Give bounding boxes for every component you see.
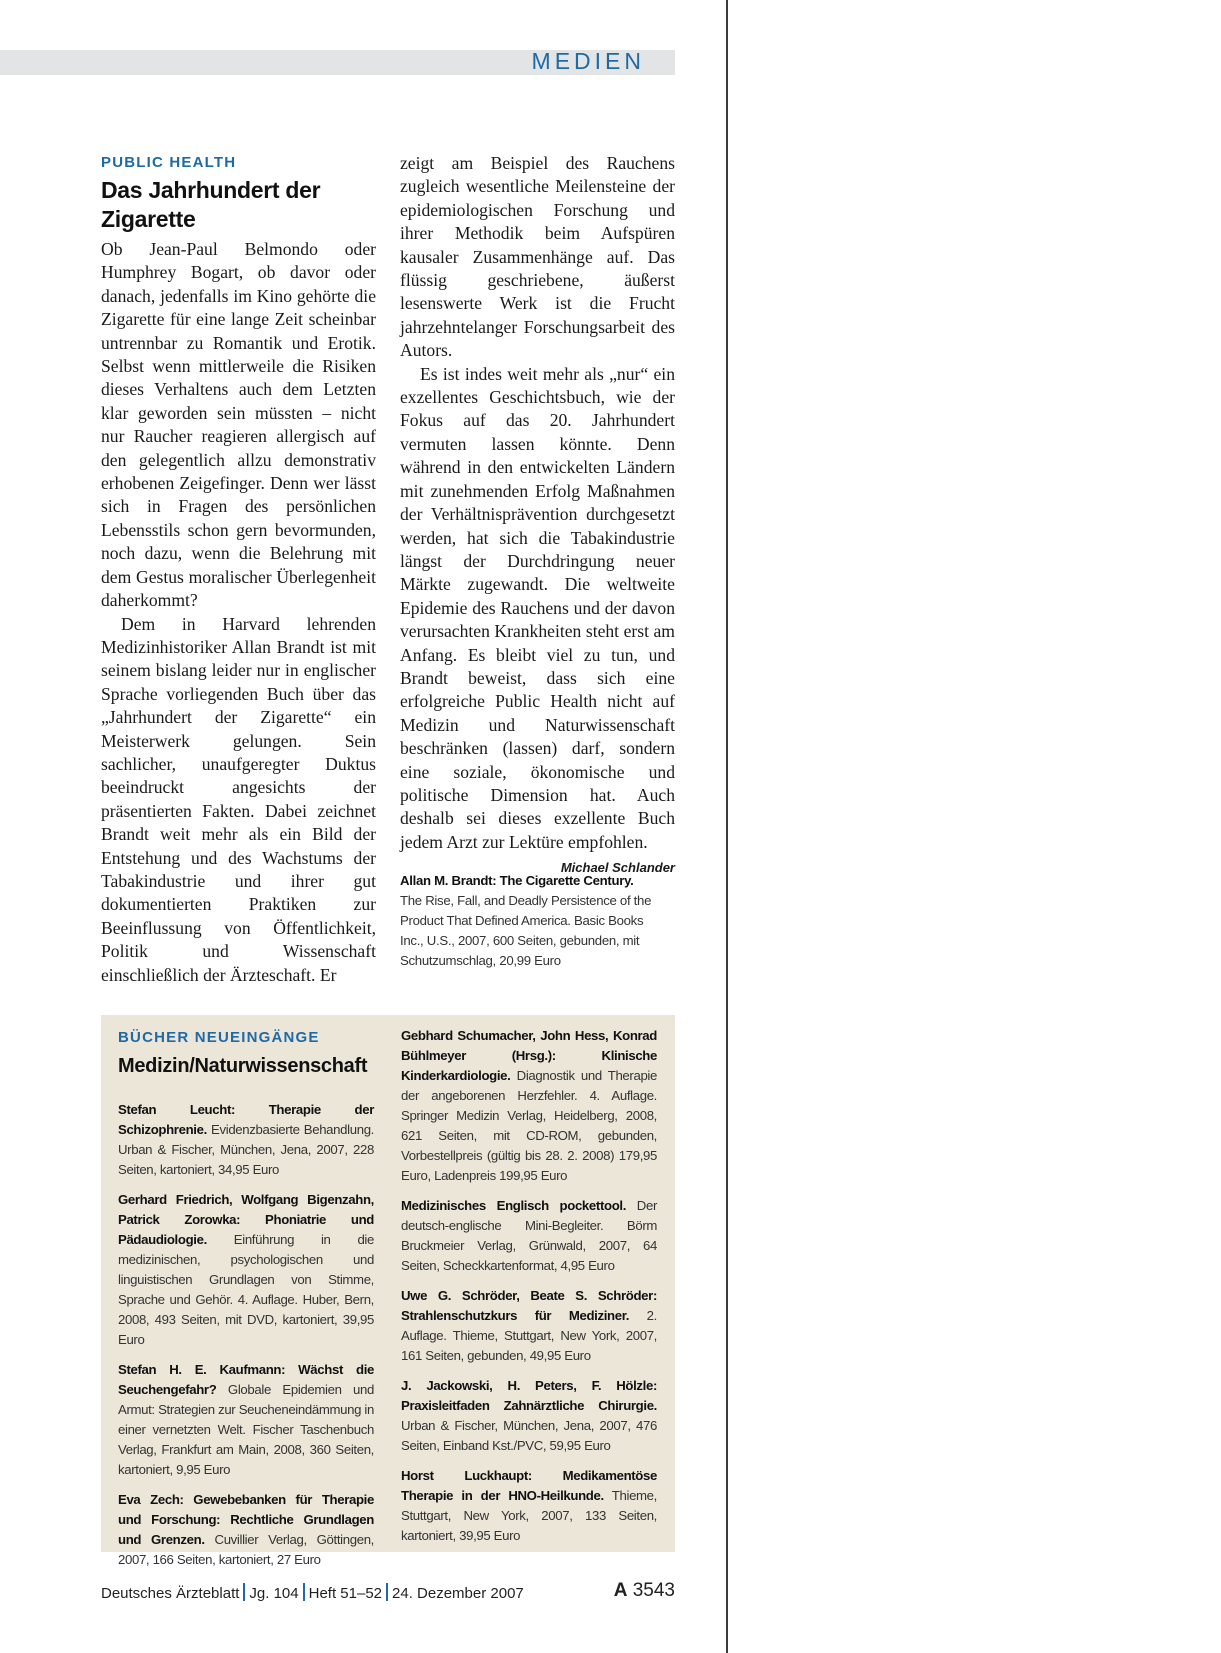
book-entry-title: Medizinisches Englisch pockettool. [401, 1198, 627, 1213]
footer-separator [243, 1583, 245, 1601]
section-label: MEDIEN [531, 48, 645, 74]
article-paragraph: Ob Jean-Paul Belmondo oder Humphrey Bogart, ob davor oder danach, jedenfalls im Kino gehörte die Zigarette für eine lange Zeit scheinbar untrennbar zu Romantik und Erotik. Selbst wenn mittlerweile die Risiken dieses Verhaltens auch dem Letzten klar geworden sein müssten – nicht nur Raucher reagieren allergisch auf den gelegentlich allzu demonstrativ erhobenen Zeigefinger. Denn wer lässt sich in Fragen des persönlichen Lebensstils schon gern bevormunden, noch dazu, wenn die Belehrung mit dem Gestus moralischer Überlegenheit daherkommt? [101, 239, 376, 611]
book-entry-title: Stefan H. E. Kaufmann: Wächst die Seuchengefahr? [118, 1362, 374, 1397]
book-entry-title: Gebhard Schumacher, John Hess, Konrad Bühlmeyer (Hrsg.): Klinische Kinderkardiologie. [401, 1028, 657, 1083]
new-books-column-left [118, 1028, 374, 1580]
journal-volume: Jg. 104 [249, 1585, 299, 1602]
book-entry [401, 1286, 657, 1366]
book-entry [401, 1466, 657, 1546]
journal-name: Deutsches Ärzteblatt [101, 1585, 240, 1602]
book-entry [401, 1196, 657, 1276]
book-entry [118, 1190, 374, 1350]
book-entry [118, 1490, 374, 1570]
book-entry-title: Horst Luckhaupt: Medikamentöse Therapie in der HNO-Heilkunde. [401, 1468, 657, 1503]
article-kicker: PUBLIC HEALTH [101, 154, 237, 171]
article-author: Michael Schlander [560, 860, 675, 876]
new-books-kicker: BÜCHER NEUEINGÄNGE [118, 1029, 320, 1046]
page-value: 3543 [632, 1580, 675, 1601]
new-books-box [101, 1015, 675, 1567]
footer-separator [303, 1583, 305, 1601]
book-entry-details: Diagnostik und Therapie der angeborenen Herzfehler. 4. Auflage. Springer Medizin Verlag, Heidelberg, 2008, 621 Seiten, mit CD-ROM, gebunden, Vorbestellpreis (gültig bis 28. 2. 2008) 179,95 Euro, Ladenpreis 199,95 Euro [401, 1068, 657, 1183]
article-paragraph: zeigt am Beispiel des Rauchens zugleich wesentliche Meilensteine der epidemiologischen Forschung und ihrer Methodik beim Aufspüren kausaler Zusammenhänge auf. Das flüssig geschriebene, äußerst lesenswerte Werk ist die Frucht jahrzehntelanger Forschungsarbeit des Autors. [400, 153, 675, 361]
book-entry-title: J. Jackowski, H. Peters, F. Hölzle: Praxisleitfaden Zahnärztliche Chirurgie. [401, 1378, 657, 1413]
book-entry-details: 2. Auflage. Thieme, Stuttgart, New York, 2007, 161 Seiten, gebunden, 49,95 Euro [401, 1308, 657, 1363]
article-paragraph: Dem in Harvard lehrenden Medizinhistoriker Allan Brandt ist mit seinem bislang leider nur in englischer Sprache vorliegenden Buch über das „Jahrhundert der Zigarette“ ein Meisterwerk gelungen. Sein sachlicher, unaufgeregter Duktus beeindruckt angesichts der präsentierten Fakten. Dabei zeichnet Brandt weit mehr als ein Bild der Entstehung und des Wachstums der Tabakindustrie und ihrer gut dokumentierten Praktiken zur Beeinflussung von Öffentlichkeit, Politik und Wissenschaft einschließlich der Ärzteschaft. Er [101, 613, 376, 985]
new-books-column-right [401, 1026, 657, 1556]
book-entry-details: Evidenzbasierte Behandlung. Urban & Fischer, München, Jena, 2007, 228 Seiten, kartoniert, 34,95 Euro [118, 1122, 374, 1177]
book-entry-title: Stefan Leucht: Therapie der Schizophrenie. [118, 1102, 374, 1137]
book-entry-title: Eva Zech: Gewebebanken für Therapie und Forschung: Rechtliche Grundlagen und Grenzen. [118, 1492, 374, 1547]
book-entry-details: Der deutsch-englische Mini-Begleiter. Börm Bruckmeier Verlag, Grünwald, 2007, 64 Seiten, Scheckkartenformat, 4,95 Euro [401, 1198, 657, 1273]
book-entry [401, 1026, 657, 1186]
article-paragraph-text: Es ist indes weit mehr als „nur“ ein exzellentes Geschichtsbuch, wie der Fokus auf das 20. Jahrhundert vermuten lassen könnte. Denn während in den entwickelten Ländern mit zunehmenden Erfolg Maßnahmen der Verhältnisprävention durchgesetzt werden, hat sich die Tabakindustrie längst der Durchdringung neuer Märkte zugewandt. Die weltweite Epidemie des Rauchens und der davon verursachten Krankheiten steht erst am Anfang. Es bleibt viel zu tun, und Brandt beweist, dass sich eine erfolgreiche Public Health nicht auf Medizin und Naturwissenschaft beschränken (lassen) darf, sondern eine soziale, ökonomische und politische Dimension hat. Auch deshalb sei dieses exzellente Buch jedem Arzt zur Lektüre empfohlen. [400, 363, 675, 852]
book-reference-details: The Rise, Fall, and Deadly Persistence of the Product That Defined America. Basic Books Inc., U.S., 2007, 600 Seiten, gebunden, mit Schutzumschlag, 20,99 Euro [400, 893, 652, 968]
book-entry-details: Cuvillier Verlag, Göttingen, 2007, 166 Seiten, kartoniert, 27 Euro [118, 1532, 374, 1567]
page-prefix: A [613, 1580, 628, 1601]
article-column-left [101, 154, 376, 987]
page-footer [101, 1580, 675, 1609]
article-column-right [400, 152, 675, 880]
book-entry-title: Gerhard Friedrich, Wolfgang Bigenzahn, Patrick Zorowka: Phoniatrie und Pädaudiologie. [118, 1192, 374, 1247]
book-reference [400, 871, 668, 971]
article-title: Das Jahrhundert der Zigarette [101, 177, 321, 232]
book-reference-title: Allan M. Brandt: The Cigarette Century. [400, 873, 634, 888]
section-header-bar [0, 50, 675, 75]
book-entry [118, 1100, 374, 1180]
book-entry-details: Thieme, Stuttgart, New York, 2007, 133 Seiten, kartoniert, 39,95 Euro [401, 1488, 657, 1543]
footer-separator [386, 1583, 388, 1601]
book-entry-details: Urban & Fischer, München, Jena, 2007, 476 Seiten, Einband Kst./PVC, 59,95 Euro [401, 1418, 657, 1453]
new-books-title: Medizin/Naturwissenschaft [118, 1055, 368, 1077]
issue-date: 24. Dezember 2007 [392, 1585, 524, 1602]
journal-issue: Heft 51–52 [308, 1585, 383, 1602]
book-entry [118, 1360, 374, 1480]
article-paragraph-last [400, 363, 675, 876]
book-entry [401, 1376, 657, 1456]
book-entry-details: Einführung in die medizinischen, psychologischen und linguistischen Grundlagen von Stimme, Sprache und Gehör. 4. Auflage. Huber, Bern, 2008, 493 Seiten, mit DVD, kartoniert, 39,95 Euro [118, 1232, 374, 1347]
book-entry-title: Uwe G. Schröder, Beate S. Schröder: Strahlenschutzkurs für Mediziner. [401, 1288, 657, 1323]
book-entry-details: Globale Epidemien und Armut: Strategien zur Seucheneindämmung in einer vernetzten Welt. Fischer Taschenbuch Verlag, Frankfurt am Main, 2008, 360 Seiten, kartoniert, 9,95 Euro [118, 1382, 374, 1477]
page-edge-rule [726, 0, 728, 1653]
page-number [614, 1580, 675, 1602]
